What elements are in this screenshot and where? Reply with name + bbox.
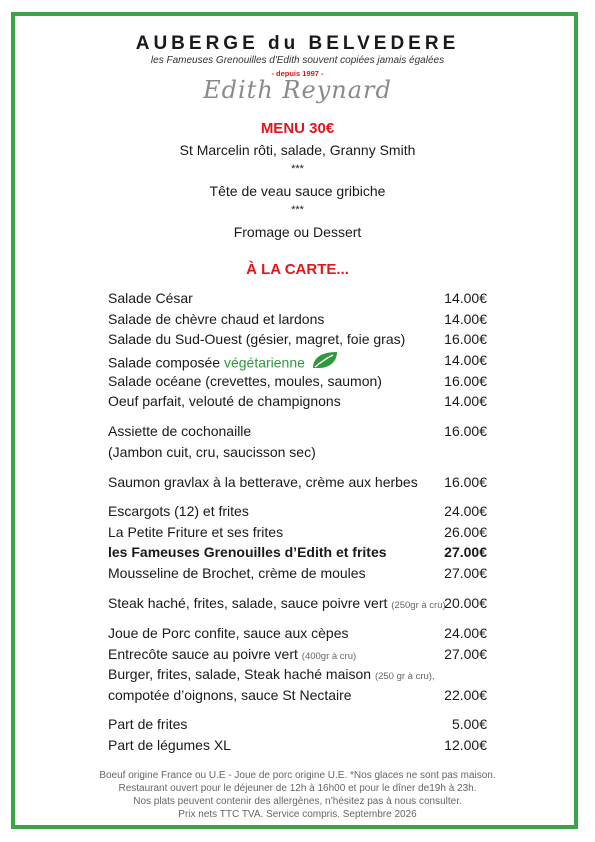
item-name: Salade océane (crevettes, moules, saumon)	[108, 373, 382, 389]
item-name: Joue de Porc confite, sauce aux cèpes	[108, 625, 349, 641]
item-name: Oeuf parfait, velouté de champignons	[108, 393, 341, 409]
item-price: 16.00€	[444, 474, 487, 490]
menu-course-3: Fromage ou Dessert	[233, 224, 362, 240]
item-name: Assiette de cochonaille	[108, 423, 252, 439]
vegetarian-tag: végétarienne	[223, 354, 305, 371]
item-name: Salade composée	[108, 354, 221, 371]
item-name-wrap	[108, 646, 356, 665]
signature-logo: Edith Reynard	[203, 76, 392, 104]
item-price: 16.00€	[444, 423, 487, 439]
item-name: La Petite Friture et ses frites	[108, 524, 284, 540]
item-price: 14.00€	[444, 311, 487, 327]
item-name: Burger, frites, salade, Steak haché maison	[108, 666, 372, 682]
footer-line: Restaurant ouvert pour le déjeuner de 12h à 16h00 et pour le dîner de19h à 23h.	[118, 783, 477, 794]
item-name: Escargots (12) et frites	[108, 503, 249, 519]
item-price: 24.00€	[444, 625, 487, 641]
item-name: Entrecôte sauce au poivre vert	[108, 646, 298, 662]
restaurant-name: AUBERGE du BELVEDERE	[135, 33, 460, 54]
item-note: (250gr à cru)	[391, 600, 446, 611]
footer-line: Prix nets TTC TVA. Service compris. Septembre 2026	[178, 809, 417, 820]
item-price: 5.00€	[451, 716, 487, 732]
item-name: Part de légumes XL	[108, 737, 231, 753]
item-price: 20.00€	[444, 595, 487, 611]
menu-course-1: St Marcelin rôti, salade, Granny Smith	[179, 142, 416, 158]
item-note: (400gr à cru)	[301, 651, 357, 662]
carte-title: À LA CARTE...	[246, 261, 349, 278]
item-name: Salade du Sud-Ouest (gésier, magret, foie gras)	[108, 331, 406, 347]
menu-course-2: Tête de veau sauce gribiche	[209, 183, 386, 199]
item-name: Part de frites	[108, 716, 188, 732]
item-price: 24.00€	[444, 503, 487, 519]
item-name: Salade César	[108, 290, 193, 306]
item-price: 22.00€	[444, 687, 487, 703]
item-name: les Fameuses Grenouilles d’Edith et frites	[108, 544, 387, 560]
item-name: Steak haché, frites, salade, sauce poivre vert	[108, 595, 388, 611]
item-price: 16.00€	[444, 331, 487, 347]
leaf-icon	[311, 350, 339, 374]
footer-line: Boeuf origine France ou U.E - Joue de porc origine U.E. *Nos glaces ne sont pas maison.	[99, 770, 496, 781]
item-name: (Jambon cuit, cru, saucisson sec)	[108, 444, 316, 460]
item-price: 12.00€	[444, 737, 487, 753]
item-note: (250 gr à cru),	[374, 671, 435, 682]
item-name: compotée d’oignons, sauce St Nectaire	[108, 687, 352, 703]
footer-line: Nos plats peuvent contenir des allergènes, n’hésitez pas à nous consulter.	[133, 796, 462, 807]
menu-separator: ***	[291, 163, 304, 175]
item-name-wrap	[108, 595, 446, 614]
item-price: 27.00€	[444, 646, 487, 662]
item-price: 14.00€	[444, 352, 487, 368]
item-price: 26.00€	[444, 524, 487, 540]
item-price: 27.00€	[444, 544, 487, 560]
item-price: 14.00€	[444, 393, 487, 409]
tagline: les Fameuses Grenouilles d'Edith souvent copiées jamais égalées	[150, 55, 445, 66]
menu-title: MENU 30€	[260, 120, 335, 137]
item-name: Salade de chèvre chaud et lardons	[108, 311, 325, 327]
item-price: 16.00€	[444, 373, 487, 389]
item-name-wrap	[108, 666, 435, 685]
item-name: Mousseline de Brochet, crème de moules	[108, 565, 366, 581]
since-label: - depuis 1997 -	[271, 69, 324, 78]
item-price: 14.00€	[444, 290, 487, 306]
item-name: Saumon gravlax à la betterave, crème aux herbes	[108, 474, 418, 490]
item-price: 27.00€	[444, 565, 487, 581]
menu-separator: ***	[291, 204, 304, 216]
